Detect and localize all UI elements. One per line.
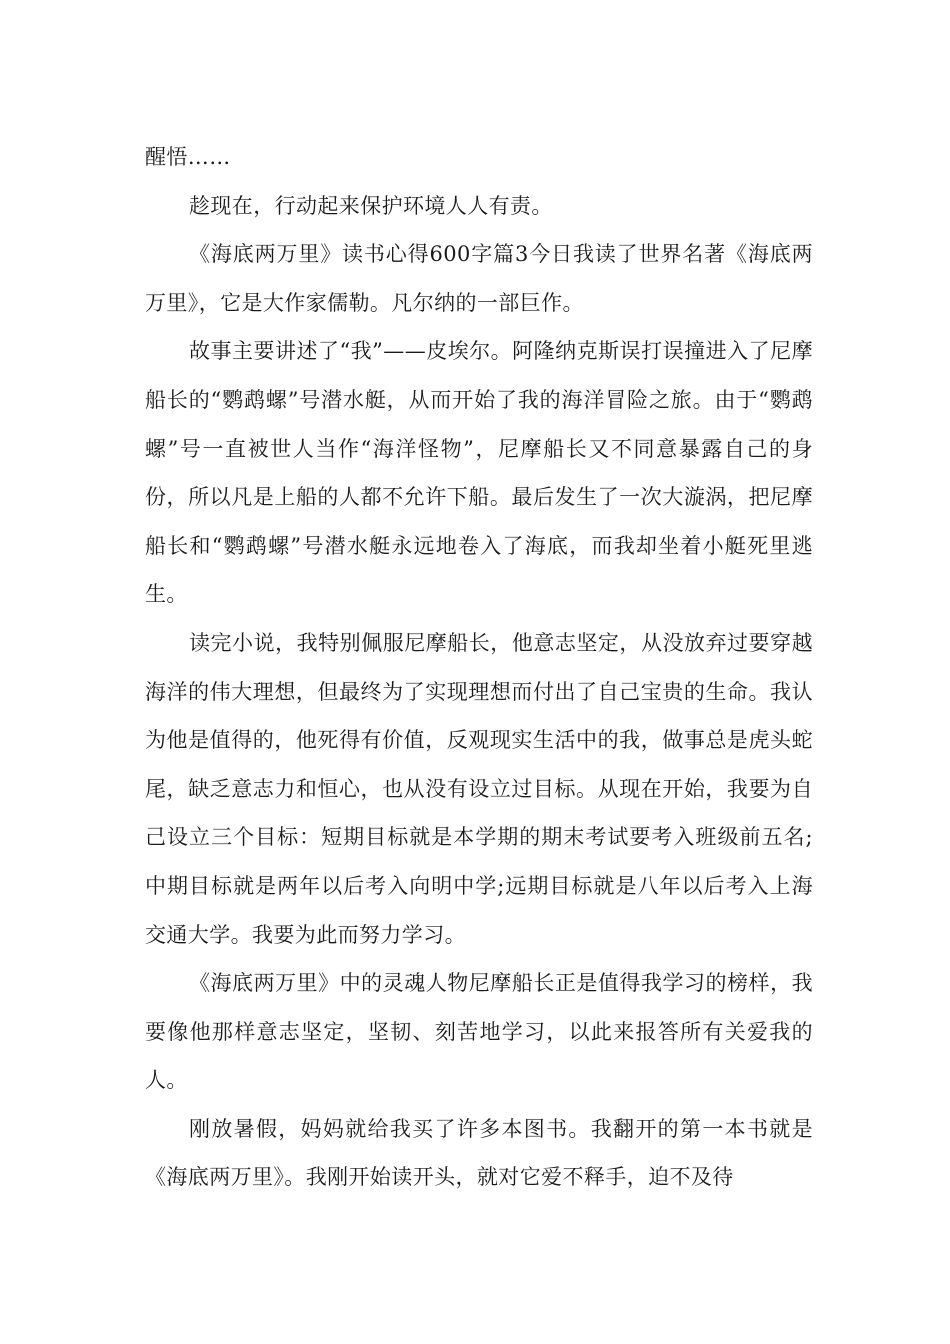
paragraph: 读完小说，我特别佩服尼摩船长，他意志坚定，从没放弃过要穿越海洋的伟大理想，但最终为了实现理想而付出了自己宝贵的生命。我认为他是值得的，他死得有价值，反观现实生活中的我，做事总是虎头蛇尾，缺乏意志力和恒心，也从没有设立过目标。从现在开始，我要为自己设立三个目标：短期目标就是本学期的期末考试要考入班级前五名;中期目标就是两年以后考入向明中学;远期目标就是八年以后考入上海交通大学。我要为此而努力学习。 <box>145 630 813 947</box>
document-body <box>145 133 813 1202</box>
paragraph: 《海底两万里》中的灵魂人物尼摩船长正是值得我学习的榜样，我要像他那样意志坚定，坚韧、刻苦地学习，以此来报答所有关爱我的人。 <box>145 971 813 1093</box>
paragraph: 《海底两万里》读书心得600字篇3今日我读了世界名著《海底两万里》，它是大作家儒勒。凡尔纳的一部巨作。 <box>145 242 813 315</box>
paragraph: 故事主要讲述了“我”——皮埃尔。阿隆纳克斯误打误撞进入了尼摩船长的“鹦鹉螺”号潜水艇，从而开始了我的海洋冒险之旅。由于“鹦鹉螺”号一直被世人当作“海洋怪物”，尼摩船长又不同意暴露自己的身份，所以凡是上船的人都不允许下船。最后发生了一次大漩涡，把尼摩船长和“鹦鹉螺”号潜水艇永远地卷入了海底，而我却坐着小艇死里逃生。 <box>145 339 813 607</box>
paragraph-continuation: 醒悟…… <box>145 145 231 169</box>
paragraph: 趁现在，行动起来保护环境人人有责。 <box>189 193 553 218</box>
paragraph: 刚放暑假，妈妈就给我买了许多本图书。我翻开的第一本书就是《海底两万里》。我刚开始读开头，就对它爱不释手，迫不及待 <box>145 1116 813 1190</box>
